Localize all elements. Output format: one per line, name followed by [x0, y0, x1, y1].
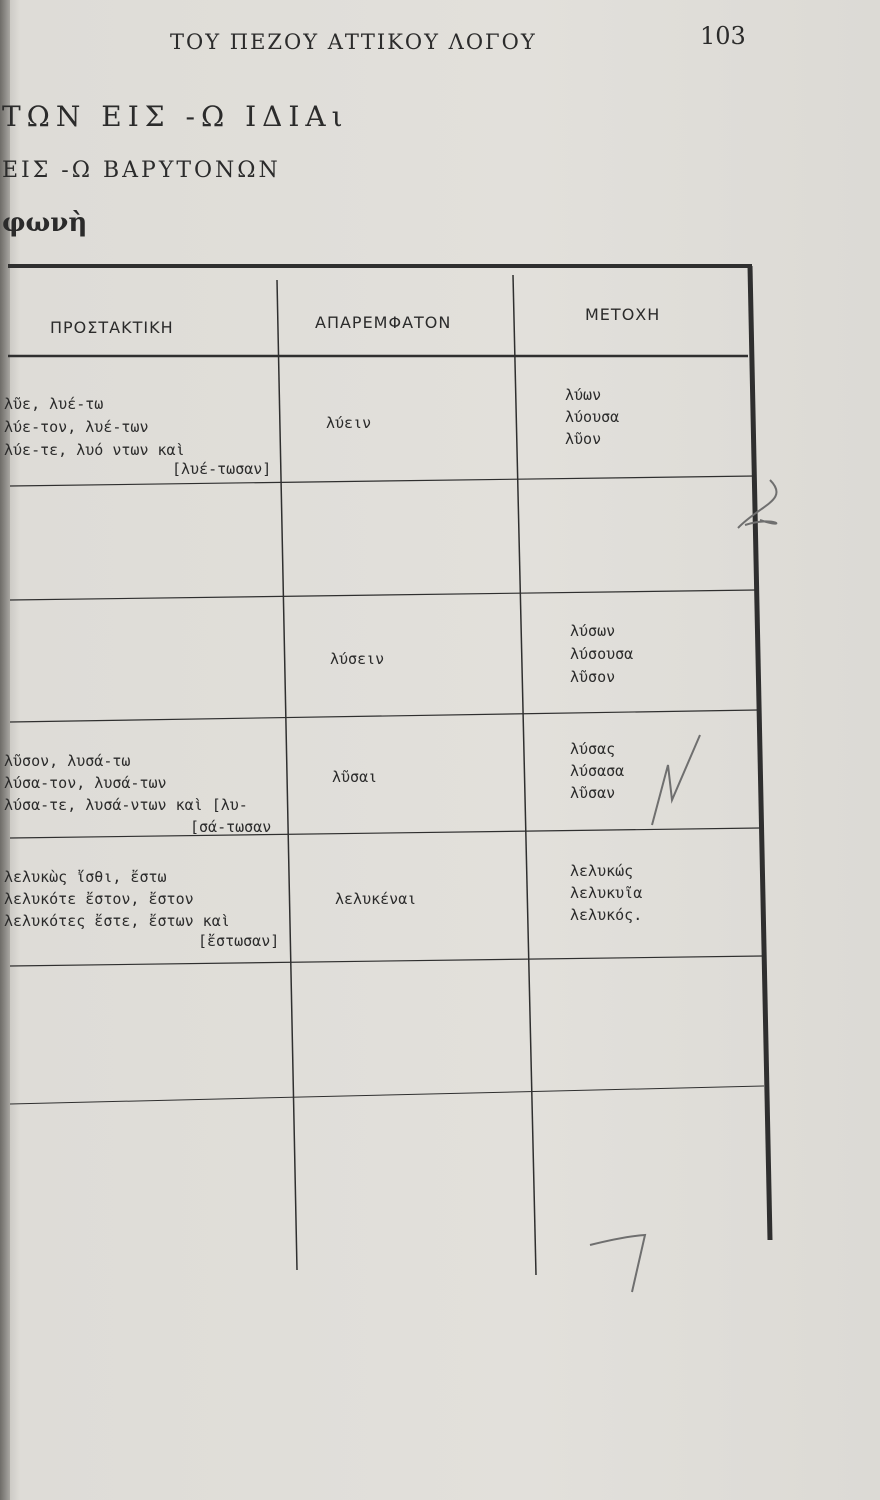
pencil-mark	[652, 735, 700, 825]
imperative-bracket: [ἔστωσαν]	[198, 932, 280, 950]
table-right-border	[750, 266, 770, 1240]
column-separator-1	[277, 280, 297, 1270]
imperative-line: λύσα-τον, λυσά-των	[4, 774, 167, 792]
imperative-line: λύε-τον, λυέ-των	[4, 418, 149, 436]
column-separator-2	[513, 275, 536, 1275]
infinitive: λελυκέναι	[335, 890, 417, 908]
pencil-mark	[590, 1235, 645, 1292]
imperative-line: λύε-τε, λυό ντων καὶ	[4, 441, 185, 459]
row-separator	[10, 956, 762, 966]
participle-line: λελυκός.	[570, 906, 643, 924]
column-header-imperative: ΠΡΟΣΤΑΚΤΙΚΗ	[50, 318, 174, 337]
row-separator	[10, 828, 760, 838]
column-header-participle: ΜΕΤΟΧΗ	[585, 305, 661, 324]
participle-line: λελυκυῖα	[570, 884, 643, 902]
participle-line: λύσας	[570, 740, 616, 758]
participle-line: λῦον	[565, 430, 602, 448]
page-number: 103	[700, 22, 746, 50]
imperative-bracket: [σά-τωσαν	[190, 818, 272, 836]
participle-line: λελυκώς	[570, 862, 634, 880]
infinitive: λύσειν	[330, 650, 385, 668]
imperative-line: λελυκότε ἔστον, ἔστον	[4, 890, 194, 908]
row-separator	[10, 1086, 764, 1104]
column-header-infinitive: ΑΠΑΡΕΜΦΑΤΟΝ	[315, 313, 452, 332]
row-separator	[10, 590, 756, 600]
participle-line: λύων	[565, 386, 602, 404]
participle-line: λύσουσα	[570, 645, 634, 663]
participle-line: λῦσαν	[570, 784, 616, 802]
imperative-bracket: [λυέ-τωσαν]	[172, 460, 272, 478]
participle-line: λύουσα	[565, 408, 620, 426]
infinitive: λύειν	[326, 414, 372, 432]
imperative-line: λῦσον, λυσά-τω	[4, 752, 131, 770]
imperative-line: λῦε, λυέ-τω	[4, 395, 104, 413]
imperative-line: λελυκὼς ἴσθι, ἔστω	[4, 868, 167, 886]
running-head: ΤΟΥ ΠΕΖΟΥ ΑΤΤΙΚΟΥ ΛΟΓΟΥ	[170, 30, 537, 54]
subsection-heading: ΕΙΣ -Ω ΒΑΡΥΤΟΝΩΝ	[2, 158, 281, 183]
row-separator	[10, 476, 755, 486]
participle-line: λῦσον	[570, 668, 616, 686]
row-separator	[10, 710, 758, 722]
section-heading: ΤΩΝ ΕΙΣ -Ω ΙΔΙΑι	[2, 100, 349, 133]
participle-line: λύσων	[570, 622, 616, 640]
imperative-line: λύσα-τε, λυσά-ντων καὶ [λυ-	[4, 796, 248, 814]
voice-heading: φωνὴ	[2, 208, 88, 238]
imperative-line: λελυκότες ἔστε, ἔστων καὶ	[4, 912, 230, 930]
infinitive: λῦσαι	[332, 768, 378, 786]
participle-line: λύσασα	[570, 762, 625, 780]
